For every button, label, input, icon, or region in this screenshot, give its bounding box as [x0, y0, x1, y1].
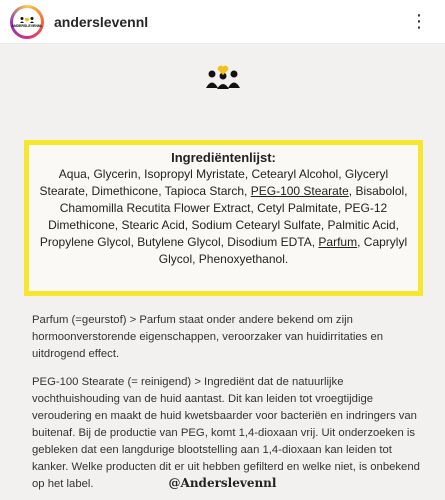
username-link[interactable]: anderslevennl: [54, 13, 149, 30]
post-image: [0, 44, 445, 500]
peg-paragraph: PEG-100 Stearate (= reinigend) > Ingrediënt dat de natuurlijke vochthuishouding van de huid aantast. Dit kan leiden tot vroegtijdige veroudering en maakt de huid kwetsbaarder voor bacteriën en indringers van buitenaf. Bij de productie van PEG, komt 1,4-dioxaan vrij. Uit onderzoeken is gebleken dat een langdurige blootstelling aan 1,4-dioxaan kan leiden tot kanker. Welke producten dit er uit hebben gefilterd en welke niet, is onbekend op het label.: [32, 376, 420, 490]
ingredients-text-part1: Aqua, Glycerin, Isopropyl Myristate, Cetearyl Alcohol, Glyceryl Stearate, Dimethicone, Tapioca Starch,: [39, 167, 389, 198]
three-people-heart-icon: [0, 66, 445, 92]
ingredient-peg-100-stearate: PEG-100 Stearate: [250, 184, 349, 198]
avatar[interactable]: [10, 5, 44, 39]
ingredients-box: [24, 140, 423, 296]
ellipsis-vertical-icon[interactable]: ⋮: [410, 11, 429, 31]
ingredients-text-part2: , Bisabolol, Chamomilla Recutita Flower Extract, Cetyl Palmitate, PEG-12 Dimethicone, Stearic Acid, Sodium Cetearyl Sulfate, Palmitic Acid, Propylene Glycol, Butylene Glycol, Disodium EDTA,: [39, 184, 408, 249]
ingredients-text: [35, 166, 412, 268]
ingredient-parfum: Parfum: [318, 235, 358, 249]
footer-handle: @Anderslevennl: [168, 476, 277, 490]
ingredients-title: Ingrediëntenlijst:: [171, 150, 276, 165]
avatar-logo-icon: [19, 16, 35, 24]
post-header: [0, 0, 445, 44]
avatar-inner: [13, 8, 41, 36]
ingredients-text-part3: , Caprylyl Glycol, Phenoxyethanol.: [158, 235, 408, 266]
avatar-label: ANDERSLEVENNL: [11, 23, 43, 28]
parfum-paragraph: Parfum (=geurstof) > Parfum staat onder andere bekend om zijn hormoonverstorende eigenschappen, veroorzaker van huidirritaties en uitdrogend effect.: [32, 314, 384, 360]
